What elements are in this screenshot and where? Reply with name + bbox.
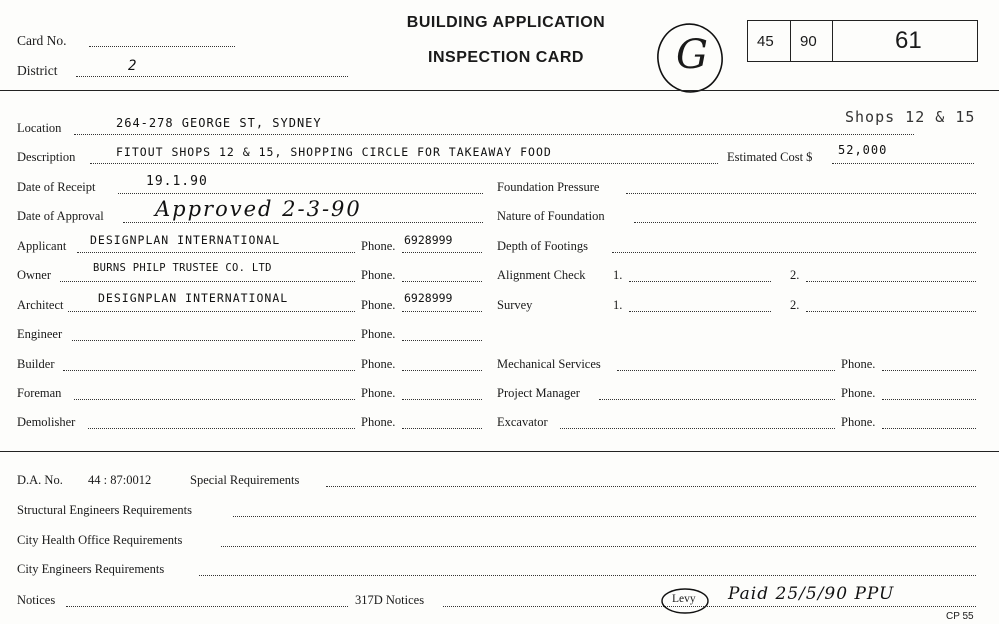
date-receipt-value: 19.1.90 — [146, 174, 208, 189]
circled-mark-letter: G — [676, 32, 708, 78]
structural-line[interactable] — [233, 516, 976, 517]
box-divider-1 — [790, 20, 791, 62]
box-divider-2 — [832, 20, 833, 62]
special-requirements-label: Special Requirements — [190, 473, 300, 487]
structural-label: Structural Engineers Requirements — [17, 503, 192, 517]
levy-text: Levy — [672, 593, 696, 605]
excavator-label: Excavator — [497, 415, 548, 429]
health-label: City Health Office Requirements — [17, 533, 183, 547]
city-engineers-label: City Engineers Requirements — [17, 562, 165, 576]
da-no-value: 44 : 87:0012 — [88, 473, 152, 487]
depth-footings-label: Depth of Footings — [497, 239, 588, 253]
card-no-line[interactable] — [89, 46, 235, 47]
ref-box-2: 90 — [800, 33, 817, 50]
project-manager-phone-line[interactable] — [882, 399, 976, 400]
nature-foundation-label: Nature of Foundation — [497, 209, 605, 223]
survey-1-line[interactable] — [629, 311, 771, 312]
builder-line[interactable] — [63, 370, 355, 371]
demolisher-phone-label: Phone. — [361, 415, 396, 429]
health-line[interactable] — [221, 546, 976, 547]
builder-phone-label: Phone. — [361, 357, 396, 371]
builder-phone-line[interactable] — [402, 370, 482, 371]
alignment-1-label: 1. — [613, 268, 623, 282]
survey-label: Survey — [497, 298, 533, 312]
excavator-line[interactable] — [560, 428, 835, 429]
description-value: FITOUT SHOPS 12 & 15, SHOPPING CIRCLE FOR TAKEAWAY FOOD — [116, 145, 552, 159]
demolisher-phone-line[interactable] — [402, 428, 482, 429]
foundation-pressure-label: Foundation Pressure — [497, 180, 600, 194]
applicant-phone-label: Phone. — [361, 239, 396, 253]
owner-phone-label: Phone. — [361, 268, 396, 282]
owner-label: Owner — [17, 268, 52, 282]
engineer-phone-line[interactable] — [402, 340, 482, 341]
levy-stamp — [660, 587, 710, 615]
demolisher-line[interactable] — [88, 428, 355, 429]
owner-line[interactable] — [60, 281, 355, 282]
header-divider — [0, 90, 999, 91]
estimated-cost-label: Estimated Cost $ — [727, 150, 813, 164]
survey-2-line[interactable] — [806, 311, 976, 312]
card-no-label: Card No. — [17, 33, 67, 48]
builder-label: Builder — [17, 357, 55, 371]
survey-2-label: 2. — [790, 298, 800, 312]
date-approval-value: Approved 2-3-90 — [155, 197, 362, 221]
architect-value: DESIGNPLAN INTERNATIONAL — [98, 291, 289, 305]
alignment-2-label: 2. — [790, 268, 800, 282]
circled-mark — [650, 18, 730, 96]
foundation-pressure-line[interactable] — [626, 193, 976, 194]
survey-1-label: 1. — [613, 298, 623, 312]
description-label: Description — [17, 150, 76, 164]
form-subtitle: INSPECTION CARD — [428, 49, 584, 66]
engineer-phone-label: Phone. — [361, 327, 396, 341]
excavator-phone-label: Phone. — [841, 415, 876, 429]
alignment-2-line[interactable] — [806, 281, 976, 282]
owner-value: BURNS PHILP TRUSTEE CO. LTD — [93, 262, 272, 274]
applicant-phone-value: 6928999 — [404, 233, 453, 247]
da-no-label: D.A. No. — [17, 473, 63, 487]
estimated-cost-value: 52,000 — [838, 143, 888, 157]
mechanical-label: Mechanical Services — [497, 357, 601, 371]
architect-phone-value: 6928999 — [404, 291, 453, 305]
notices-317d-label: 317D Notices — [355, 593, 425, 607]
foreman-phone-label: Phone. — [361, 386, 396, 400]
district-value: 2 — [128, 58, 138, 74]
project-manager-line[interactable] — [599, 399, 835, 400]
architect-phone-label: Phone. — [361, 298, 396, 312]
engineer-label: Engineer — [17, 327, 63, 341]
architect-label: Architect — [17, 298, 64, 312]
nature-foundation-line[interactable] — [634, 222, 976, 223]
foreman-label: Foreman — [17, 386, 62, 400]
alignment-1-line[interactable] — [629, 281, 771, 282]
location-label: Location — [17, 121, 62, 135]
applicant-label: Applicant — [17, 239, 67, 253]
ref-box-1: 45 — [757, 33, 774, 50]
applicant-value: DESIGNPLAN INTERNATIONAL — [90, 233, 281, 247]
district-line[interactable] — [76, 76, 348, 77]
applicant-phone-line[interactable] — [402, 252, 482, 253]
city-engineers-line[interactable] — [199, 575, 976, 576]
location-value: 264-278 GEORGE ST, SYDNEY — [116, 116, 322, 130]
excavator-phone-line[interactable] — [882, 428, 976, 429]
demolisher-label: Demolisher — [17, 415, 76, 429]
form-title: BUILDING APPLICATION — [406, 14, 606, 31]
special-requirements-line[interactable] — [326, 486, 976, 487]
project-manager-label: Project Manager — [497, 386, 580, 400]
mechanical-phone-label: Phone. — [841, 357, 876, 371]
notices-label: Notices — [17, 593, 56, 607]
location-line[interactable] — [74, 134, 914, 135]
form-code: CP 55 — [946, 611, 974, 622]
date-receipt-line[interactable] — [118, 193, 483, 194]
mechanical-phone-line[interactable] — [882, 370, 976, 371]
date-receipt-label: Date of Receipt — [17, 180, 96, 194]
foreman-line[interactable] — [74, 399, 355, 400]
alignment-check-label: Alignment Check — [497, 268, 586, 282]
details-divider — [0, 451, 999, 452]
foreman-phone-line[interactable] — [402, 399, 482, 400]
architect-line[interactable] — [68, 311, 355, 312]
ref-box-3: 61 — [895, 27, 922, 54]
project-manager-phone-label: Phone. — [841, 386, 876, 400]
date-approval-label: Date of Approval — [17, 209, 104, 223]
district-label: District — [17, 63, 58, 78]
description-line[interactable] — [90, 163, 718, 164]
reference-number-box — [747, 20, 978, 62]
date-approval-line[interactable] — [123, 222, 483, 223]
mechanical-line[interactable] — [617, 370, 835, 371]
engineer-line[interactable] — [72, 340, 355, 341]
estimated-cost-line[interactable] — [832, 163, 974, 164]
paid-note: Paid 25/5/90 PPU — [728, 584, 895, 604]
location-note: Shops 12 & 15 — [845, 108, 976, 126]
applicant-line[interactable] — [77, 252, 355, 253]
depth-footings-line[interactable] — [612, 252, 976, 253]
architect-phone-line[interactable] — [402, 311, 482, 312]
notices-line[interactable] — [66, 606, 348, 607]
owner-phone-line[interactable] — [402, 281, 482, 282]
